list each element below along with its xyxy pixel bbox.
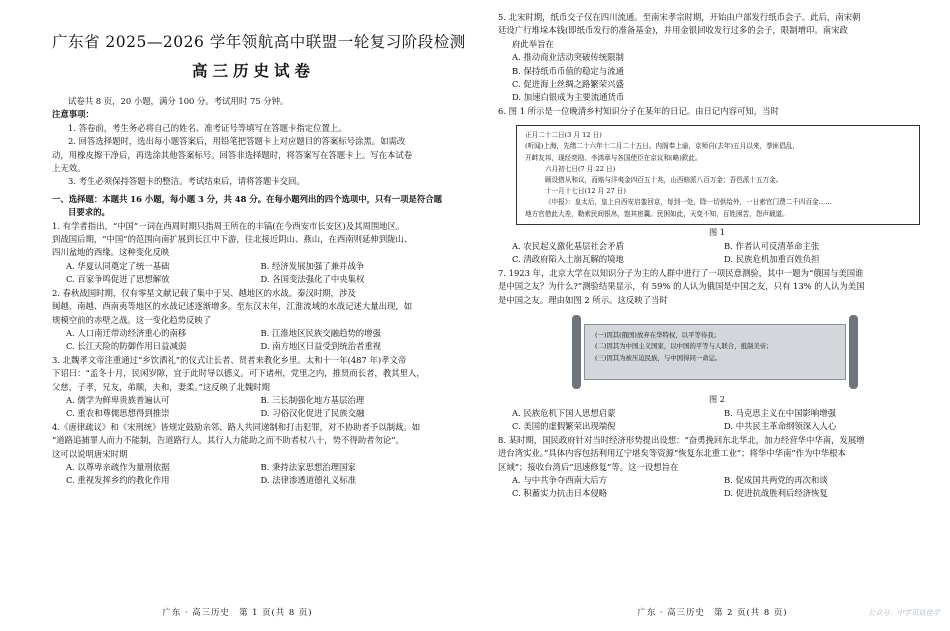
- option-a: A. 华夏认同奠定了统一基础: [66, 260, 170, 271]
- question-text: 8. 某时期，国民政府针对当时经济形势提出设想：“奋勇挽回东北华北，加力经营华中华南，发展增: [498, 434, 865, 445]
- section-heading-cont: 目要求的。: [68, 207, 110, 218]
- question-text: 廷设广行堆垛本钱(即纸币发行的准备基金)，并用金银回收发行过多的会子，限制增印。南宋政: [498, 25, 848, 36]
- options-row: [498, 91, 936, 104]
- option-d: D. 法律渗透道德礼义标准: [260, 475, 356, 486]
- question-text: 到战国后期，“中国”的范围向南扩展到长江中下游，往北接近阴山、燕山，在西南则延伸到陇山、: [52, 234, 413, 245]
- scroll-body: [584, 324, 846, 380]
- option-b: B. 促成国共两党的再次和谈: [724, 474, 828, 485]
- option-d: D. 民族危机加重百姓负担: [724, 254, 820, 265]
- exam-info: 试卷共 8 页，20 小题，满分 100 分。考试用时 75 分钟。: [68, 96, 289, 106]
- option-c: C. 重视发挥乡约的教化作用: [66, 475, 170, 486]
- notice-line: 动，用橡皮擦干净后，再选涂其他答案标号。回答非选择题时，将答案写在答题卡上。写在本试卷: [52, 149, 413, 160]
- question-text: 1. 有学者指出，“中国”一词在西周时期只指周王所在的丰镐(在今西安市长安区)及其周围地区。: [52, 220, 405, 231]
- scroll-roller-right: [849, 315, 858, 389]
- diary-line: 十一月十七日(12 月 27 日): [545, 187, 626, 196]
- question-text: 这可以说明唐宋时期: [52, 448, 128, 459]
- option-b: B. 马克思主义在中国影响增强: [724, 407, 836, 418]
- option-d: D. 加速白银成为主要流通货币: [512, 92, 625, 103]
- question-text: 府此举旨在: [512, 38, 554, 49]
- option-d: D. 习俗汉化促进了民族交融: [260, 408, 365, 419]
- question-8: [498, 434, 936, 501]
- question-text: 4.《唐律疏议》和《宋刑统》皆规定鼓励亲邻、路人共同递制和打击犯罪，对不协助者予以制裁。如: [52, 421, 421, 432]
- option-c: C. 重农和尊儒思想得到推崇: [66, 408, 170, 419]
- notice-heading: 注意事项：: [52, 109, 94, 120]
- diary-line: 顾设借从和议，而赔与洋夷金四百五十兆，山西赔派八百万金；吾邑派十五万金。: [545, 176, 783, 185]
- page-footer: 广东 · 高三历史 第 2 页(共 8 页): [637, 607, 788, 617]
- option-d: D. 各国变法强化了中央集权: [260, 274, 365, 285]
- question-text: 7. 1923 年，北京大学在以知识分子为主的人群中进行了一项民意测验，其中一题为“俄国与美国谁: [498, 267, 864, 278]
- question-text: 下诏曰：“孟冬十月，民闲岁隙，宜于此时导以德义。可下诸州，党里之内，推贤而长者，教其里人，: [52, 368, 425, 379]
- figure-caption: 图 2: [709, 393, 725, 404]
- option-c: C. 美国的虚假繁荣出现端倪: [512, 421, 616, 432]
- diary-line: 开衅友邦，现经奕劻、李鸿章与各国使臣在京议和(略)欽此。: [525, 153, 702, 162]
- question-text: 3. 北魏孝文帝注重通过“乡饮酒礼”的仪式让长者、贤者来教化乡里。太和十一年(487 年)孝文帝: [52, 354, 407, 365]
- question-text: 2. 春秋战国时期，仅有零星文献记载了集中于吴、越地区的水战。秦汉时期，涉及: [52, 287, 356, 298]
- option-c: C. 促进海上丝绸之路繁荣兴盛: [512, 79, 624, 90]
- option-c: C. 清政府陷入土崩瓦解的境地: [512, 254, 624, 265]
- option-a: A. 推动商业活动突破传统限制: [512, 52, 624, 63]
- option-d: D. 促进抗战胜利后经济恢复: [724, 488, 828, 499]
- notice-line: 3. 考生必须保持答题卡的整洁。考试结束后，请将答题卡交回。: [68, 176, 305, 187]
- option-a: A. 人口南迁带动经济重心的南移: [66, 327, 187, 338]
- question-text: 是中国之友。理由如图 2 所示。这反映了当时: [498, 294, 668, 305]
- section-heading: 一、选择题：本题共 16 小题，每小题 3 分，共 48 分。在每小题列出的四个选项中，只有一项是符合题: [52, 193, 443, 204]
- options-row: [498, 78, 936, 91]
- question-text: 6. 图 1 所示是一位晚清乡村知识分子在某年的日记。由日记内容可知，当时: [498, 105, 779, 116]
- options-row: [498, 51, 936, 64]
- question-text: 区域”；接收台湾后“迅速修复”等。这一设想旨在: [498, 461, 679, 472]
- scroll-figure: [572, 315, 858, 389]
- notice-line: 2. 回答选择题时，选出每小题答案后，用铅笔把答题卡上对应题目的答案标号涂黑。如需改: [68, 136, 406, 147]
- question-text: 是中国之友？为什么?”测验结果显示，有 59% 的人认为俄国是中国之友，只有 13% 的人认为美国: [498, 281, 865, 292]
- options-row: [498, 240, 936, 253]
- scroll-line: (一)因其(俄国)放弃在华特权，以平等待我；: [595, 330, 721, 339]
- diary-line: 《申报》：皇太后，皇上自西安启銮回京，每到一处，除一切供给外，一日索官门费二千四百金……: [545, 198, 832, 207]
- question-text: 进台湾实业。”具体内容包括利用辽宁堪矣等资源“恢复东北重工业”；将华中华南“作为中华根本: [498, 448, 846, 459]
- option-a: A. 民族危机下国人思想启蒙: [512, 407, 616, 418]
- exam-title: 广东省 2025—2026 学年领航高中联盟一轮复习阶段检测: [52, 33, 466, 51]
- watermark: 公众号：中学英语佳学: [868, 608, 940, 617]
- question-5: [498, 11, 936, 105]
- options-row: [52, 394, 455, 407]
- question-text: 5. 北宋时期，纸币交子仅在四川流通。至南宋孝宗时期，开始由户部发行纸币会子。此后，南宋朝: [498, 12, 861, 22]
- option-d: D. 南方地区日益受到统治者重视: [260, 341, 382, 352]
- scroll-line: (三)因其为被压迫民族，与中国得同一命运。: [595, 353, 722, 362]
- question-2: [52, 287, 455, 354]
- question-text: 规模空前的赤壁之战。这一变化趋势反映了: [52, 314, 212, 325]
- option-b: B. 三长制强化地方基层治理: [260, 394, 365, 405]
- diary-line: (听闻)上海，先绪二十六年十二月二十五日。内阁奉上谕，京师自(去年)五月以来，拳匪倡乱，: [525, 142, 800, 151]
- diary-figure: [516, 125, 920, 225]
- options-row: [498, 474, 936, 487]
- option-b: B. 经济发展加强了兼并战争: [260, 260, 365, 271]
- diary-line: 六月初七日(7 月 22 日): [545, 164, 616, 173]
- notice-list: [52, 122, 455, 189]
- option-c: C. 长江天险的防御作用日益减弱: [66, 341, 187, 352]
- right-page: [475, 0, 950, 631]
- option-a: A. 儒学为鲜卑贵族普遍认可: [66, 394, 170, 405]
- options-row: [52, 327, 455, 340]
- question-7: [498, 267, 936, 434]
- diary-line: 地方官借此大差，勒索民间银帛，饱其宦囊。民困如此，天变不知，百姓困苦，怨声载道。: [525, 209, 789, 218]
- options-row: [52, 340, 455, 353]
- notice-line: 上无效。: [52, 163, 86, 174]
- option-a: A. 农民起义激化基层社会矛盾: [512, 240, 624, 251]
- page-footer: 广东 · 高三历史 第 1 页(共 8 页): [162, 607, 313, 617]
- option-a: A. 与中共争夺西南大后方: [512, 474, 608, 485]
- question-3: [52, 354, 455, 421]
- question-text: 四川盆地的西缘。这种变化反映: [52, 247, 170, 258]
- options-row: [52, 474, 455, 487]
- option-c: C. 百家争鸣促进了思想解放: [66, 274, 170, 285]
- option-b: B. 保持纸币币值的稳定与流通: [512, 65, 624, 76]
- options-row: [498, 253, 936, 266]
- options-row: [52, 407, 455, 420]
- figure-caption: 图 1: [709, 226, 725, 237]
- option-b: B. 江淮地区民族交融趋势的增强: [260, 327, 381, 338]
- option-d: D. 中共民主革命纲领深入人心: [724, 421, 837, 432]
- option-c: C. 积蓄实力抗击日本侵略: [512, 488, 608, 499]
- options-row: [52, 260, 455, 273]
- question-text: 父慈，子孝，兄友，弟顺，夫和，妻柔。”这反映了北魏时期: [52, 381, 270, 392]
- options-row: [52, 273, 455, 286]
- diary-line: 正月二十二日(3 月 12 日): [525, 131, 602, 140]
- question-text: “道路追捕罪人而力不能制，告道路行人，其行人力能助之而不助者杖八十，势不得助者勿论”。: [52, 435, 404, 446]
- option-a: A. 以尊卑亲疏作为量刑依据: [66, 461, 170, 472]
- options-row: [498, 407, 936, 420]
- options-row: [498, 487, 936, 500]
- scroll-line: (二)因其为中国主义国家，以中国的平等与人联合，抵制美帝；: [595, 342, 773, 351]
- question-text: 闽越、南越、西南夷等地区的水战记述逐渐增多。至东汉末年，江淮流域的水战记述大量出现，如: [52, 301, 413, 312]
- question-6: [498, 105, 936, 267]
- options-row: [498, 420, 936, 433]
- notice-line: 1. 答卷前，考生务必将自己的姓名、准考证号等填写在答题卡指定位置上。: [68, 122, 347, 133]
- question-4: [52, 421, 455, 488]
- option-b: B. 作者认可反清革命主张: [724, 240, 820, 251]
- option-b: B. 秉持法家思想治理国家: [260, 461, 356, 472]
- options-row: [498, 65, 936, 78]
- question-1: [52, 220, 455, 287]
- subject-title: 高三历史试卷: [191, 61, 315, 80]
- options-row: [52, 461, 455, 474]
- scroll-roller-left: [572, 315, 581, 389]
